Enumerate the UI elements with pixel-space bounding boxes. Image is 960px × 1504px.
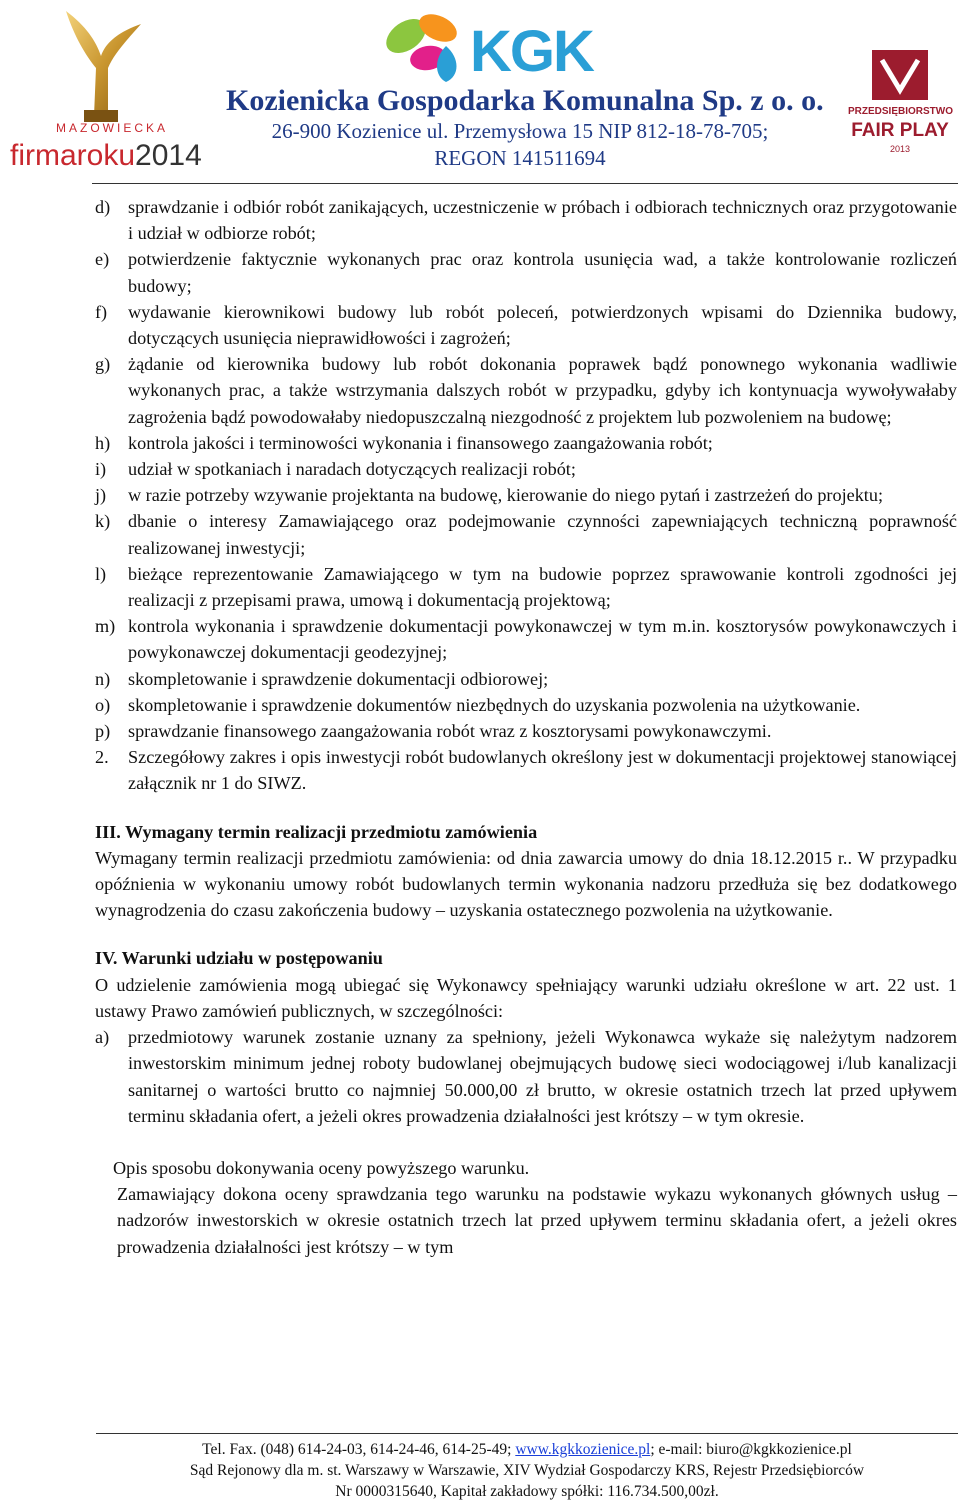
- list-item-text: przedmiotowy warunek zostanie uznany za spełniony, jeżeli Wykonawca wykaże się należytym nadzorem inwestorskim minimum jednej roboty budowlanej obejmujących budowę sieci wodociągowej i/lub kanalizacji sanitarnej o wartości brutto co najmniej 50.000,00 zł brutto, w okresie ostatnich trzech lat przed upływem terminu składania ofert, a jeżeli okres prowadzenia działalności jest krótszy – w tym okresie.: [128, 1027, 957, 1126]
- list-item-label: h): [95, 432, 111, 453]
- kgk-leaves-icon: [376, 6, 476, 92]
- list-item: [95, 299, 957, 351]
- website-link[interactable]: www.kgkkozienice.pl: [515, 1441, 651, 1458]
- company-name: Kozienicka Gospodarka Komunalna Sp. z o. o.: [226, 84, 824, 117]
- list-item-label: o): [95, 694, 111, 715]
- list-item: [95, 666, 957, 692]
- list-item-label: 2.: [95, 747, 109, 768]
- list-item: [95, 744, 957, 796]
- list-item-text: w razie potrzeby wzywanie projektanta na budowę, kierowanie do niego pytań i zastrzeżeń do projektu;: [128, 485, 883, 506]
- document-body: [95, 194, 957, 1260]
- list-item-label: m): [95, 616, 116, 637]
- award-firma-text: firmaroku: [10, 139, 136, 172]
- section-3-heading: III. Wymagany termin realizacji przedmiotu zamówienia: [95, 821, 538, 842]
- company-address: 26-900 Kozienice ul. Przemysłowa 15 NIP 812-18-78-705;: [271, 119, 769, 143]
- list-item: [95, 482, 957, 508]
- footer-divider: [96, 1433, 958, 1434]
- list-item-label: k): [95, 511, 111, 532]
- list-item-label: a): [95, 1027, 110, 1048]
- list-item: [95, 561, 957, 613]
- list-item-text: skompletowanie i sprawdzenie dokumentów niezbędnych do uzyskania pozwolenia na użytkowanie.: [128, 694, 861, 715]
- kgk-logo-text: KGK: [470, 19, 593, 84]
- list-item-text: wydawanie kierownikowi budowy lub robót poleceń, potwierdzonych wpisami do Dziennika budowy, dotyczących usunięcia nieprawidłowości i zagrożeń;: [128, 301, 957, 349]
- list-item: [95, 246, 957, 298]
- list-item-label: g): [95, 354, 111, 375]
- list-item-text: bieżące reprezentowanie Zamawiającego w tym na budowie poprzez sprawowanie kontroli zgodności jej realizacji z przepisami prawa, umową i dokumentacją projektową;: [128, 563, 957, 611]
- list-item: [95, 456, 957, 482]
- fair-play-logo: [848, 46, 952, 162]
- assessment-text: Zamawiający dokona oceny sprawdzania tego warunku na podstawie wykazu wykonanych głównych usług – nadzorów inwestorskich w okresie ostatnich trzech lat przed upływem terminu składania ofert, a jeżeli okres prowadzenia działalności jest krótszy – w tym: [117, 1184, 957, 1257]
- footer-email: ; e-mail: biuro@kgkkozienice.pl: [650, 1441, 852, 1458]
- list-item-text: udział w spotkaniach i naradach dotyczących realizacji robót;: [128, 459, 576, 480]
- mazowiecka-firma-roku-logo: [6, 6, 216, 176]
- list-item: [95, 613, 957, 665]
- fair-play-line1: PRZEDSIĘBIORSTWO: [848, 106, 954, 117]
- list-item-text: sprawdzanie finansowego zaangażowania robót wraz z kosztorysami powykonawczymi.: [128, 721, 772, 742]
- list-item-label: d): [95, 197, 111, 217]
- list-item: [95, 351, 957, 430]
- fair-play-emblem-icon: [848, 46, 952, 104]
- list-item-label: p): [95, 721, 111, 742]
- list-item-text: dbanie o interesy Zamawiającego oraz podejmowanie czynności zapewniających techniczną poprawność realizowanej inwestycji;: [128, 511, 957, 558]
- list-item-label: l): [95, 563, 107, 584]
- list-item-text: Szczegółowy zakres i opis inwestycji robót budowlanych określony jest w dokumentacji projektowej stanowiącej załącznik nr 1 do SIWZ.: [128, 747, 957, 794]
- list-item: [95, 692, 957, 718]
- list-item-text: potwierdzenie faktycznie wykonanych prac oraz kontrola usunięcia wad, a także kontrolowanie rozliczeń budowy;: [128, 249, 957, 296]
- list-item-label: i): [95, 459, 107, 480]
- list-item-label: f): [95, 301, 108, 322]
- fair-play-line2: FAIR PLAY: [851, 120, 949, 141]
- list-item-label: j): [95, 485, 107, 506]
- company-regon: REGON 141511694: [434, 146, 606, 170]
- list-item-label: n): [95, 668, 111, 689]
- list-item-text: kontrola wykonania i sprawdzenie dokumentacji powykonawczej w tym m.in. kosztorysów powykonawczych i powykonawczej dokumentacji geodezyjnej;: [128, 616, 957, 663]
- award-small-text: MAZOWIECKA: [56, 121, 169, 135]
- list-item: [95, 430, 957, 456]
- section-3-text: Wymagany termin realizacji przedmiotu zamówienia: od dnia zawarcia umowy do dnia 18.12.2015 r.. W przypadku opóźnienia w wykonaniu umowy robót budowlanych termin wykonania nadzoru przedłuża się bez dodatkowego wynagrodzenia do czasu zakończenia budowy – uzyskania ostatecznego pozwolenia na użytkowanie.: [95, 847, 957, 921]
- footer-phone: Tel. Fax. (048) 614-24-03, 614-24-46, 614-25-49;: [202, 1441, 516, 1458]
- header-divider: [92, 183, 958, 184]
- list-item-text: sprawdzanie i odbiór robót zanikających, uczestniczenie w próbach i odbiorach technicznych oraz przygotowanie i udział w odbiorze robót;: [128, 197, 957, 244]
- footer-contact-line: [96, 1439, 958, 1460]
- golden-statue-icon: [46, 6, 156, 126]
- footer-krs-line: Nr 0000315640, Kapitał zakładowy spółki: 116.734.500,00zł.: [335, 1483, 719, 1500]
- list-item-text: żądanie od kierownika budowy lub robót dokonania poprawek bądź ponownego wykonania wadliwie wykonanych prac, a także wstrzymania dalszych robót w przypadku, gdyby ich kontynuacja wywoływałaby zagrożenia bądź powodowałaby niedopuszczalną niezgodność z projektem lub pozwoleniem na budowę;: [128, 354, 957, 427]
- footer: [96, 1439, 958, 1502]
- assessment-title: Opis sposobu dokonywania oceny powyższego warunku.: [113, 1157, 530, 1178]
- award-title: [10, 139, 202, 173]
- award-year: 2014: [135, 139, 202, 172]
- list-item: [95, 508, 957, 560]
- section-4-text: O udzielenie zamówienia mogą ubiegać się Wykonawcy spełniający warunki udziału określone w art. 22 ust. 1 ustawy Prawo zamówień publicznych, w szczególności:: [95, 974, 957, 1021]
- footer-court-line: Sąd Rejonowy dla m. st. Warszawy w Warszawie, XIV Wydział Gospodarczy KRS, Rejestr Przedsiębiorców: [189, 1462, 865, 1479]
- section-4-heading: IV. Warunki udziału w postępowaniu: [95, 948, 383, 969]
- list-item-label: e): [95, 249, 110, 270]
- list-item: [95, 1024, 957, 1129]
- fair-play-year: 2013: [889, 144, 911, 154]
- list-item: [95, 718, 957, 744]
- list-item-text: kontrola jakości i terminowości wykonania i finansowego zaangażowania robót;: [128, 432, 713, 453]
- list-item: [95, 194, 957, 246]
- list-item-text: skompletowanie i sprawdzenie dokumentacji odbiorowej;: [128, 668, 549, 689]
